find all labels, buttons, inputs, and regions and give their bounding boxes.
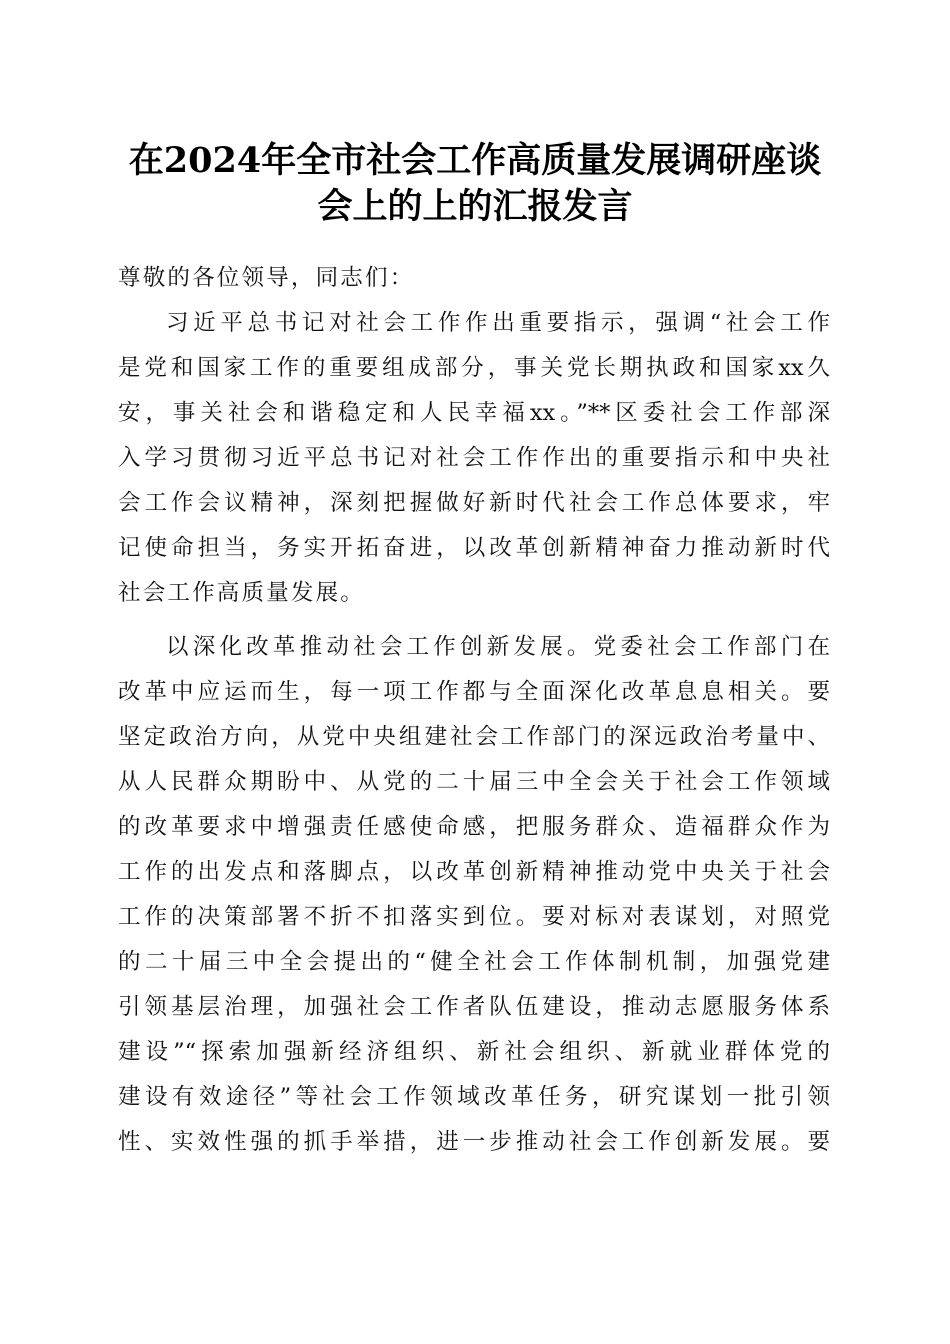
title-line-1: 在2024年全市社会工作高质量发展调研座谈 <box>128 140 822 181</box>
paragraph-line: 性、实效性强的抓手举措，进一步推动社会工作创新发展。要 <box>118 1129 830 1155</box>
paragraph-line: 社会工作高质量发展。 <box>118 580 366 606</box>
paragraph-line: 的改革要求中增强责任感使命感，把服务群众、造福群众作为 <box>118 814 830 840</box>
paragraph-line: 入学习贯彻习近平总书记对社会工作作出的重要指示和中央社 <box>118 445 830 471</box>
paragraph-line: 建设有效途径”等社会工作领域改革任务，研究谋划一批引领 <box>118 1084 830 1110</box>
document-title <box>110 138 840 230</box>
paragraph-line: 的二十届三中全会提出的“健全社会工作体制机制，加强党建 <box>118 949 830 975</box>
paragraph-line: 引领基层治理，加强社会工作者队伍建设，推动志愿服务体系 <box>118 994 830 1020</box>
paragraph-spacer <box>118 616 830 625</box>
salutation: 尊敬的各位领导，同志们： <box>118 265 415 291</box>
paragraph-line: 安，事关社会和谐稳定和人民幸福xx。”**区委社会工作部深 <box>118 400 830 426</box>
title-line-2: 会上的上的汇报发言 <box>317 186 633 227</box>
paragraph-line: 记使命担当，务实开拓奋进，以改革创新精神奋力推动新时代 <box>118 535 830 561</box>
paragraph-line: 习近平总书记对社会工作作出重要指示，强调“社会工作 <box>166 310 830 336</box>
paragraph-2 <box>118 625 830 1165</box>
paragraph-line: 工作的决策部署不折不扣落实到位。要对标对表谋划，对照党 <box>118 904 830 930</box>
paragraph-line: 坚定政治方向，从党中央组建社会工作部门的深远政治考量中、 <box>118 724 830 750</box>
paragraph-line: 改革中应运而生，每一项工作都与全面深化改革息息相关。要 <box>118 679 830 705</box>
paragraph-line: 是党和国家工作的重要组成部分，事关党长期执政和国家xx久 <box>118 355 830 381</box>
paragraph-line: 从人民群众期盼中、从党的二十届三中全会关于社会工作领域 <box>118 769 830 795</box>
document-body <box>118 256 830 1165</box>
paragraph-line: 会工作会议精神，深刻把握做好新时代社会工作总体要求，牢 <box>118 490 830 516</box>
paragraph-line: 以深化改革推动社会工作创新发展。党委社会工作部门在 <box>166 634 830 660</box>
paragraph-line: 工作的出发点和落脚点，以改革创新精神推动党中央关于社会 <box>118 859 830 885</box>
paragraph-line: 建设”“探索加强新经济组织、新社会组织、新就业群体党的 <box>118 1039 830 1065</box>
paragraph-1 <box>118 301 830 616</box>
